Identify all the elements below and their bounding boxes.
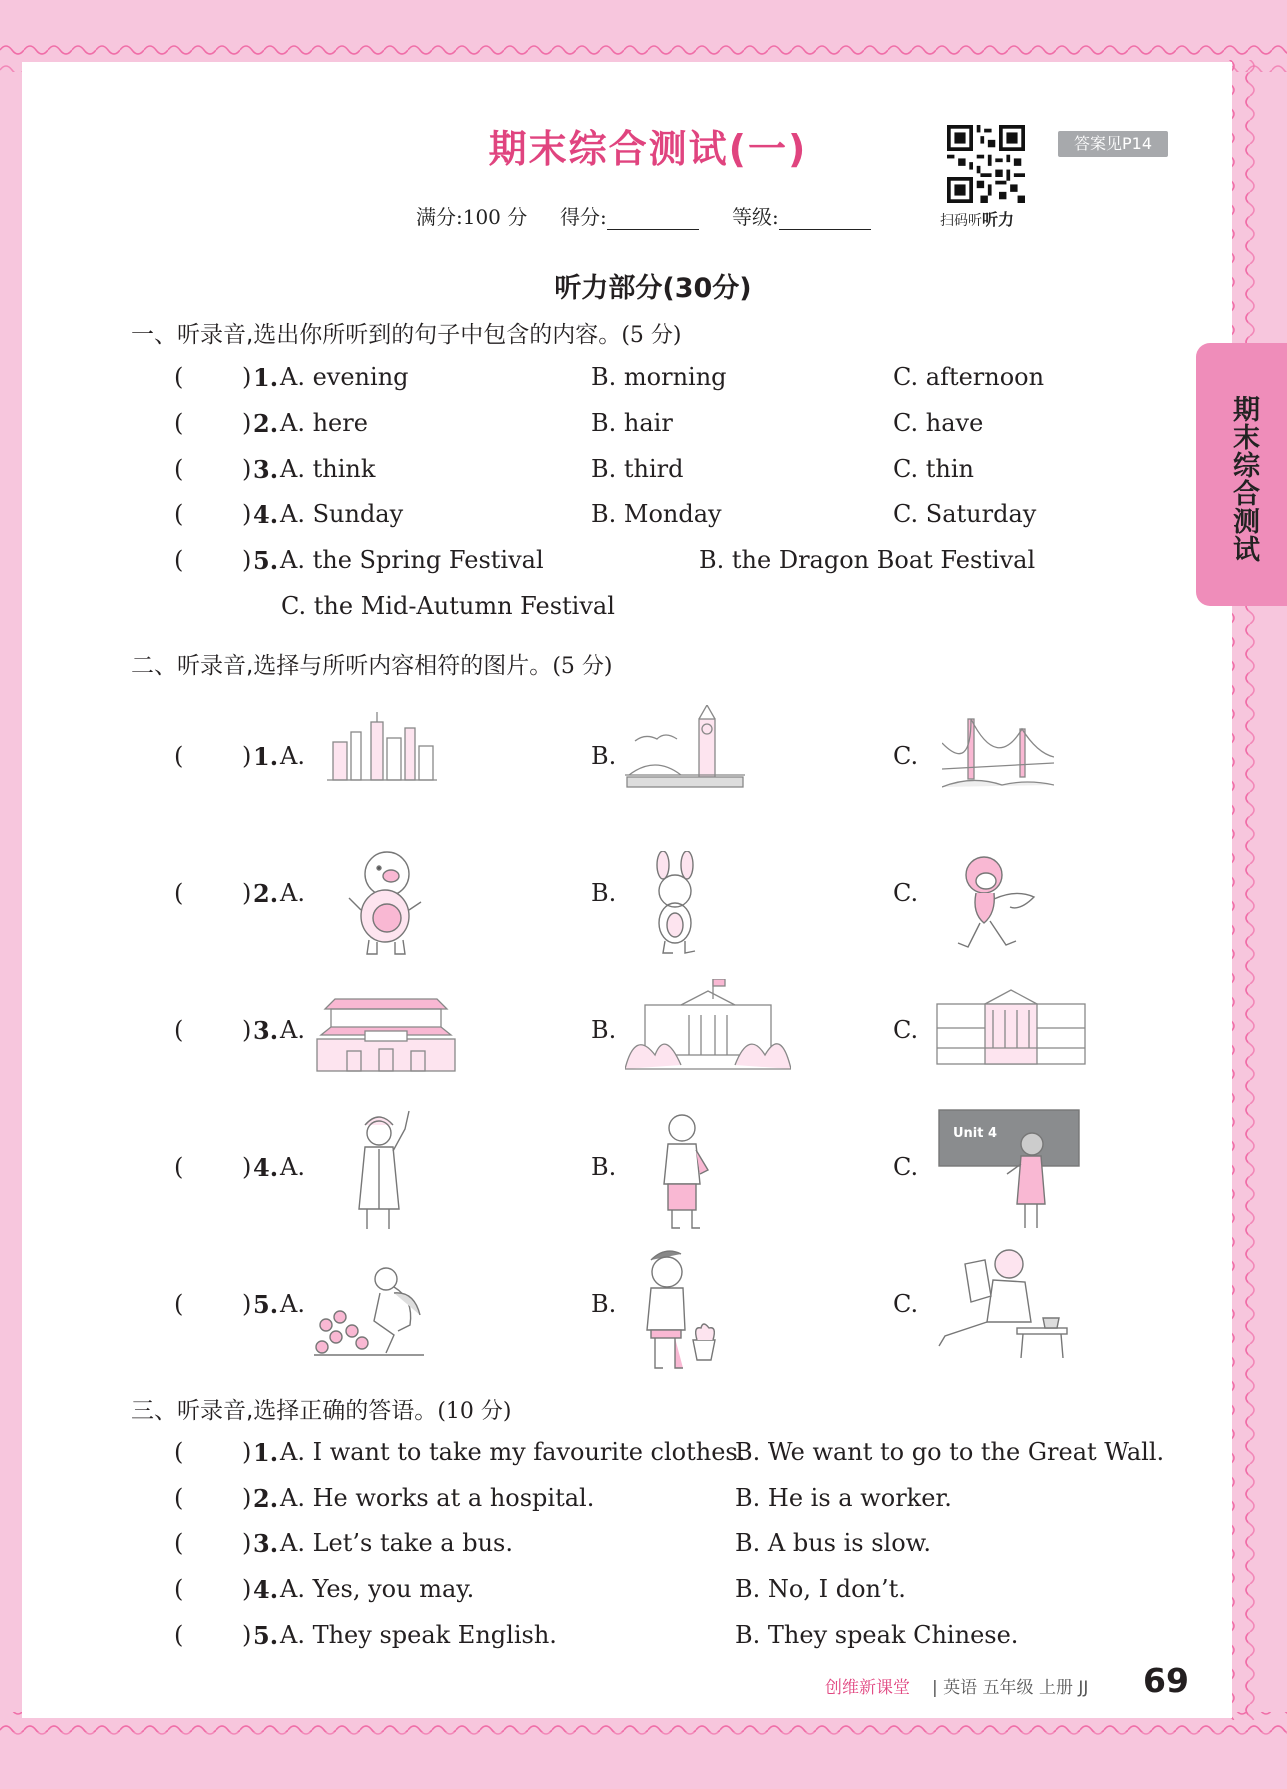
question-number: 5. <box>253 1621 279 1650</box>
answer-blank-close[interactable]: ) <box>242 879 252 907</box>
option-c-label: C. <box>893 1016 919 1044</box>
option-a: A. the Spring Festival <box>280 546 544 574</box>
question-number: 5. <box>253 546 279 575</box>
side-tab-label: 期末综合测试 <box>1228 395 1259 563</box>
part3-heading <box>131 1392 511 1425</box>
part3-question-2 <box>0 1484 1287 1524</box>
part1-question-5-cont <box>0 592 1287 632</box>
answer-blank-open[interactable]: ( <box>174 1484 184 1512</box>
answer-blank-close[interactable]: ) <box>242 455 252 483</box>
part1-points: (5 分) <box>621 323 682 348</box>
pig-picture[interactable] <box>343 846 429 958</box>
option-c-label: C. <box>893 879 919 907</box>
teacher-blackboard-picture[interactable] <box>937 1108 1081 1232</box>
option-a: A. Yes, you may. <box>280 1575 475 1603</box>
option-c-label: C. <box>893 1153 919 1181</box>
question-number: 2. <box>253 409 279 438</box>
question-number: 4. <box>253 1575 279 1604</box>
answer-blank-open[interactable]: ( <box>174 879 184 907</box>
qr-caption <box>940 207 1050 230</box>
grandpa-reading-picture[interactable] <box>935 1246 1069 1360</box>
grade-label: 等级: <box>732 205 779 229</box>
option-a: A. Let’s take a bus. <box>280 1529 513 1557</box>
option-b-label: B. <box>591 742 617 770</box>
cook-picture[interactable] <box>652 1110 712 1232</box>
option-b-label: B. <box>591 879 617 907</box>
grade-blank[interactable] <box>779 209 871 230</box>
part3-question-1 <box>0 1438 1287 1478</box>
part1-question-3 <box>0 455 1287 495</box>
answer-blank-close[interactable]: ) <box>242 546 252 574</box>
question-number: 1. <box>253 1438 279 1467</box>
option-a-label: A. <box>280 1290 305 1318</box>
answer-blank-close[interactable]: ) <box>242 1621 252 1649</box>
answer-blank-open[interactable]: ( <box>174 455 184 483</box>
score-blank[interactable] <box>607 209 699 230</box>
answer-blank-close[interactable]: ) <box>242 1484 252 1512</box>
option-b: B. We want to go to the Great Wall. <box>735 1438 1165 1466</box>
rabbit-picture[interactable] <box>645 851 707 957</box>
question-number: 1. <box>253 363 279 392</box>
question-number: 4. <box>253 1153 279 1182</box>
question-number: 5. <box>253 1290 279 1319</box>
answer-blank-close[interactable]: ) <box>242 1529 252 1557</box>
footer-meta: | 英语 五年级 上册 JJ <box>932 1678 1089 1698</box>
answer-blank-close[interactable]: ) <box>242 1290 252 1318</box>
monkey-picture[interactable] <box>950 849 1038 955</box>
gardener-picture[interactable] <box>314 1265 436 1359</box>
answer-blank-close[interactable]: ) <box>242 409 252 437</box>
question-number: 1. <box>253 742 279 771</box>
option-b: B. third <box>591 455 684 483</box>
option-a: A. here <box>280 409 368 437</box>
option-c: C. Saturday <box>893 500 1037 528</box>
full-score: 满分:100 分 <box>416 205 528 229</box>
answer-blank-open[interactable]: ( <box>174 1575 184 1603</box>
grade-field[interactable] <box>732 201 871 230</box>
option-a: A. Sunday <box>280 500 404 528</box>
doctor-picture[interactable] <box>345 1109 415 1233</box>
option-b-label: B. <box>591 1016 617 1044</box>
blackboard-text: Unit 4 <box>953 1126 998 1141</box>
part2-heading <box>131 647 612 680</box>
option-c-label: C. <box>893 1290 919 1318</box>
answer-blank-open[interactable]: ( <box>174 1290 184 1318</box>
footer-brand: 创维新课堂 <box>825 1678 910 1698</box>
big-ben-bridge-picture[interactable] <box>625 705 745 793</box>
part1-question-5 <box>0 546 1287 586</box>
part3-heading-text: 三、听录音,选择正确的答语。 <box>131 1398 438 1424</box>
qr-caption-prefix: 扫码听 <box>940 213 982 229</box>
option-b: B. A bus is slow. <box>735 1529 932 1557</box>
option-b: B. No, I don’t. <box>735 1575 906 1603</box>
answer-blank-close[interactable]: ) <box>242 500 252 528</box>
part3-question-5 <box>0 1621 1287 1661</box>
answer-blank-open[interactable]: ( <box>174 1621 184 1649</box>
qr-caption-bold: 听力 <box>982 210 1015 229</box>
boy-with-plant-picture[interactable] <box>637 1246 719 1370</box>
city-skyline-picture[interactable] <box>327 712 437 786</box>
part1-heading <box>131 316 681 349</box>
part2-heading-text: 二、听录音,选择与所听内容相符的图片。 <box>131 653 553 679</box>
option-a-label: A. <box>280 1153 305 1181</box>
part2-points: (5 分) <box>552 654 613 679</box>
part2-question-4 <box>0 1153 1287 1193</box>
option-a-label: A. <box>280 1016 305 1044</box>
option-c: C. thin <box>893 455 974 483</box>
answer-blank-close[interactable]: ) <box>242 1575 252 1603</box>
option-c-label: C. <box>893 742 919 770</box>
question-number: 3. <box>253 1016 279 1045</box>
option-b: B. Monday <box>591 500 722 528</box>
white-house-picture[interactable] <box>625 979 791 1073</box>
part3-question-3 <box>0 1529 1287 1569</box>
option-a-label: A. <box>280 742 305 770</box>
option-b-label: B. <box>591 1153 617 1181</box>
part2-question-2 <box>0 879 1287 919</box>
answer-blank-open[interactable]: ( <box>174 1153 184 1181</box>
answer-blank-open[interactable]: ( <box>174 1016 184 1044</box>
answer-blank-open[interactable]: ( <box>174 363 184 391</box>
question-number: 3. <box>253 1529 279 1558</box>
part1-question-2 <box>0 409 1287 449</box>
answer-blank-open[interactable]: ( <box>174 1529 184 1557</box>
option-c: C. the Mid-Autumn Festival <box>281 592 615 620</box>
question-number: 2. <box>253 879 279 908</box>
answer-blank-close[interactable]: ) <box>242 1016 252 1044</box>
part1-question-1 <box>0 363 1287 403</box>
option-b: B. the Dragon Boat Festival <box>699 546 1036 574</box>
question-number: 2. <box>253 1484 279 1513</box>
answer-blank-open[interactable]: ( <box>174 409 184 437</box>
question-number: 3. <box>253 455 279 484</box>
page-number: 69 <box>1143 1661 1189 1700</box>
golden-gate-bridge-picture[interactable] <box>942 713 1054 795</box>
answer-blank-close[interactable]: ) <box>242 1438 252 1466</box>
answer-reference-badge: 答案见P14 <box>1058 131 1168 157</box>
option-a: A. I want to take my favourite clothes. <box>280 1438 746 1466</box>
score-field[interactable] <box>560 201 699 230</box>
answer-blank-open[interactable]: ( <box>174 1438 184 1466</box>
part3-question-4 <box>0 1575 1287 1615</box>
answer-blank-close[interactable]: ) <box>242 742 252 770</box>
option-a: A. They speak English. <box>280 1621 557 1649</box>
option-a-label: A. <box>280 879 305 907</box>
answer-blank-open[interactable]: ( <box>174 546 184 574</box>
answer-blank-close[interactable]: ) <box>242 1153 252 1181</box>
option-a: A. evening <box>280 363 409 391</box>
part1-question-4 <box>0 500 1287 540</box>
option-b: B. They speak Chinese. <box>735 1621 1019 1649</box>
option-a: A. think <box>280 455 376 483</box>
tiananmen-picture[interactable] <box>315 995 457 1073</box>
part3-points: (10 分) <box>437 1399 512 1424</box>
score-label: 得分: <box>560 205 607 229</box>
answer-blank-open[interactable]: ( <box>174 742 184 770</box>
answer-blank-open[interactable]: ( <box>174 500 184 528</box>
section-title: 听力部分(30分) <box>554 273 752 304</box>
part1-heading-text: 一、听录音,选出你所听到的句子中包含的内容。 <box>131 322 622 348</box>
question-number: 4. <box>253 500 279 529</box>
option-c: C. have <box>893 409 984 437</box>
page-title: 期末综合测试(一) <box>488 127 808 171</box>
option-b: B. hair <box>591 409 673 437</box>
option-a: A. He works at a hospital. <box>280 1484 595 1512</box>
buckingham-palace-picture[interactable] <box>935 988 1087 1068</box>
option-c: C. afternoon <box>893 363 1045 391</box>
option-b: B. He is a worker. <box>735 1484 952 1512</box>
option-b: B. morning <box>591 363 727 391</box>
qr-code-icon <box>947 125 1025 203</box>
answer-blank-close[interactable]: ) <box>242 363 252 391</box>
option-b-label: B. <box>591 1290 617 1318</box>
